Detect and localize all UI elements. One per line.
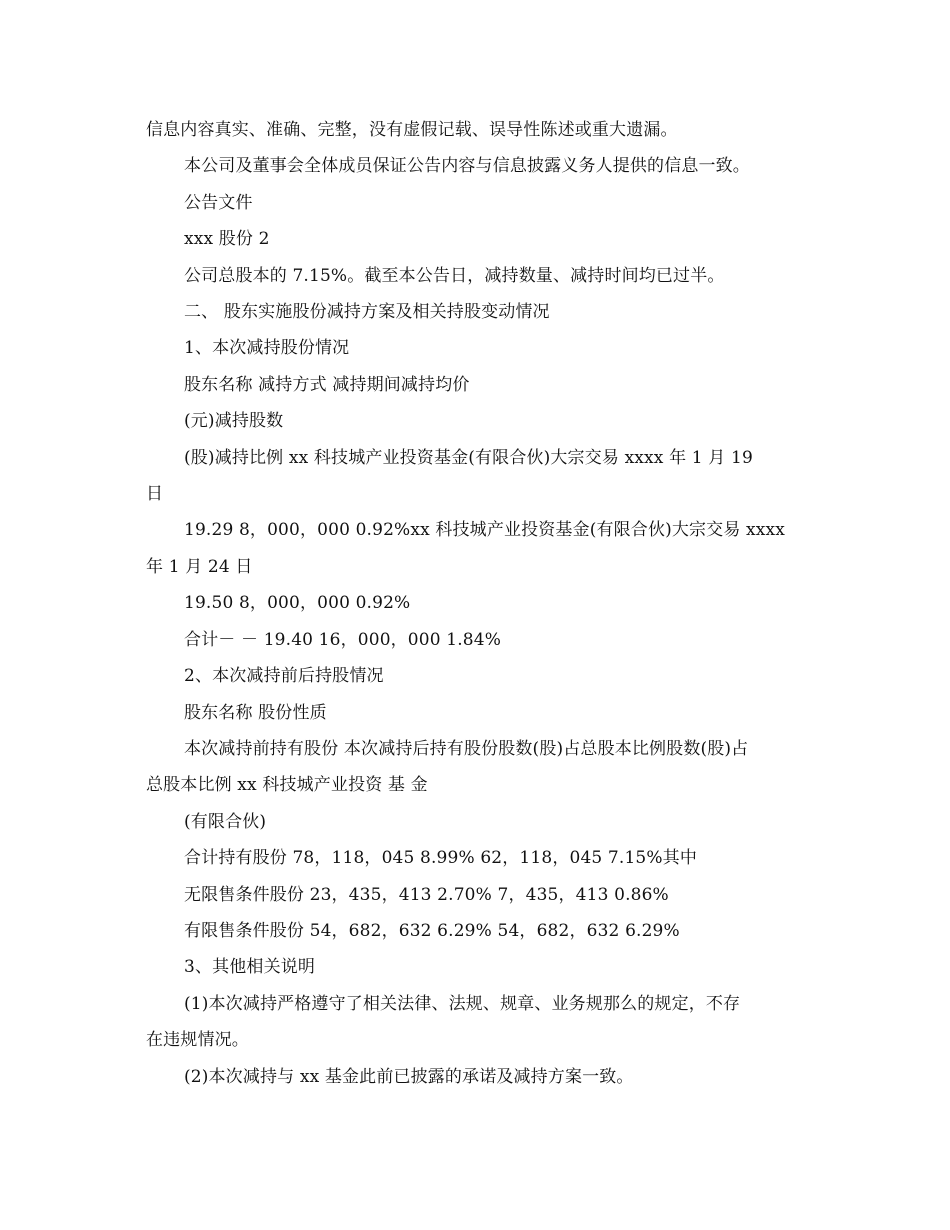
table-header-line: 本次减持前持有股份 本次减持后持有股份股数(股)占总股本比例股数(股)占 [184,738,749,759]
table-row-line: (股)减持比例 xx 科技城产业投资基金(有限合伙)大宗交易 xxxx 年 1 月 19 [184,447,753,468]
paragraph-line: 公司总股本的 7.15%。截至本公告日，减持数量、减持时间均已过半。 [184,265,725,286]
table-row-line: 19.29 8，000，000 0.92%xx 科技城产业投资基金(有限合伙)大宗交易 xxxx [184,520,785,541]
table-total-line: 合计－ － 19.40 16，000，000 1.84% [184,629,502,650]
paragraph-line: 在违规情况。 [146,1030,249,1051]
subsection-heading: 3、其他相关说明 [184,957,316,978]
table-header-line: 总股本比例 xx 科技城产业投资 基 金 [146,775,428,796]
paragraph-line: xxx 股份 2 [184,229,270,250]
subsection-heading: 1、本次减持股份情况 [184,338,350,359]
table-header-line: 股东名称 股份性质 [184,702,327,723]
document-body [146,112,806,1095]
table-header-line: 股东名称 减持方式 减持期间减持均价 [184,374,470,395]
section-heading: 二、 股东实施股份减持方案及相关持股变动情况 [184,302,550,323]
subsection-heading: 2、本次减持前后持股情况 [184,666,384,687]
table-row-line: 年 1 月 24 日 [146,556,253,577]
table-row-line: 无限售条件股份 23，435，413 2.70% 7，435，413 0.86% [184,884,669,905]
table-row-line: 有限售条件股份 54，682，632 6.29% 54，682，632 6.29% [184,920,680,941]
paragraph-line: 本公司及董事会全体成员保证公告内容与信息披露义务人提供的信息一致。 [184,156,750,177]
paragraph-line: (1)本次减持严格遵守了相关法律、法规、规章、业务规那么的规定，不存 [184,993,741,1014]
table-row-line: 日 [146,484,164,505]
table-header-line: (元)减持股数 [184,411,284,432]
paragraph-line: 信息内容真实、准确、完整，没有虚假记载、误导性陈述或重大遗漏。 [146,120,678,140]
table-header-line: (有限合伙) [184,811,267,832]
table-row-line: 19.50 8，000，000 0.92% [184,593,411,614]
paragraph-line: 公告文件 [184,192,253,213]
table-row-line: 合计持有股份 78，118，045 8.99% 62，118，045 7.15%其中 [184,848,697,869]
paragraph-line: (2)本次减持与 xx 基金此前已披露的承诺及减持方案一致。 [184,1066,634,1087]
